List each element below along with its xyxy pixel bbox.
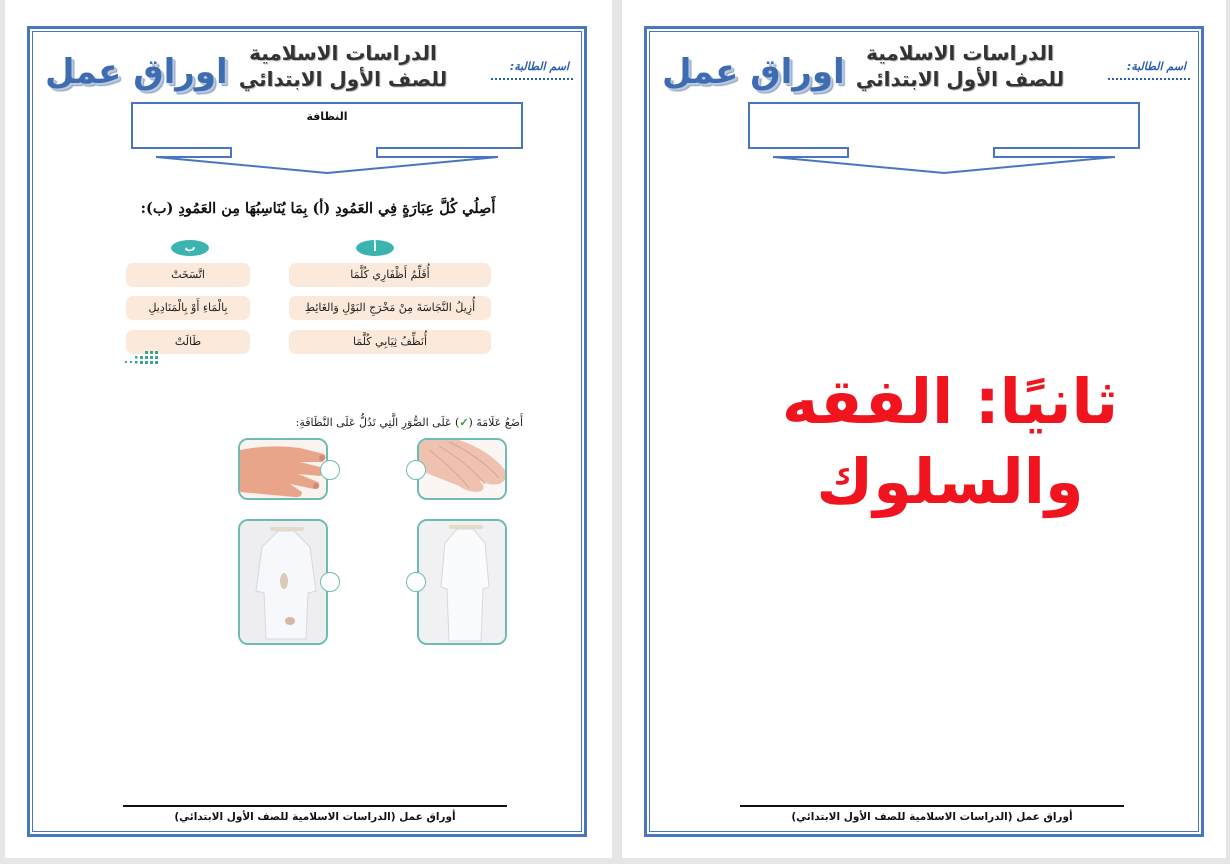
subject-line-1: الدراسات الاسلامية [249, 41, 437, 65]
picture-dirty-nails [238, 438, 328, 500]
student-name-field[interactable] [491, 78, 573, 80]
check-circle[interactable] [320, 460, 340, 480]
column-b-badge: ب [171, 240, 209, 256]
picture-clean-thobe [417, 519, 507, 645]
subject-line-2: للصف الأول الابتدائي [855, 67, 1065, 91]
thobe-image [419, 521, 507, 645]
picture-clean-nails [417, 438, 507, 500]
column-a-badge: أ [356, 240, 394, 256]
check-circle[interactable] [406, 572, 426, 592]
section-title-line-2: والسلوك [816, 445, 1084, 518]
subject-line-2: للصف الأول الابتدائي [238, 67, 448, 91]
check-mark-icon: ✓ [459, 416, 469, 429]
subject-title [193, 40, 493, 92]
check-circle[interactable] [406, 460, 426, 480]
worksheet-page-left [5, 0, 612, 858]
callout-arrow-icon [131, 147, 523, 177]
worksheet-page-right [622, 0, 1226, 858]
subject-title [810, 40, 1110, 92]
picture-stained-thobe [238, 519, 328, 645]
column-b-item[interactable]: طَالَتْ [126, 330, 250, 354]
footer-text: أوراق عمل (الدراسات الاسلامية للصف الأول الابتدائي) [174, 811, 456, 823]
column-a-item[interactable]: أُقَلِّمُ أَظْفَارِي كُلَّمَا [289, 263, 491, 287]
lesson-title-box [748, 102, 1140, 149]
hand-image [240, 440, 328, 500]
section-title-line-1: ثانيًا: الفقه [781, 365, 1119, 438]
ministry-logo-icon [121, 350, 161, 366]
page-border-inner [32, 31, 582, 832]
worksheet-title: اوراق عمل [45, 52, 228, 92]
check-instruction: أَضَعُ عَلَامَةَ (✓) عَلَى الصُّوَرِ الَّتِي تَدُلُّ عَلَى النَّظَافَةِ: [295, 416, 523, 429]
student-name-label: اسم الطالبة: [1126, 60, 1186, 73]
column-a-item[interactable]: أُزِيلُ النَّجَاسَةَ مِنْ مَخْرَجِ البَوْلِ وَالغَائِطِ [289, 296, 491, 320]
footer-text: أوراق عمل (الدراسات الاسلامية للصف الأول الابتدائي) [791, 811, 1073, 823]
check-circle[interactable] [320, 572, 340, 592]
column-b-item[interactable]: بِالْمَاءِ أَوْ بِالْمَنَادِيلِ [126, 296, 250, 320]
footer-divider [740, 805, 1124, 807]
column-b-item[interactable]: اتَّسَخَتْ [126, 263, 250, 287]
worksheet-title: اوراق عمل [662, 52, 845, 92]
footer-divider [123, 805, 507, 807]
student-name-label: اسم الطالبة: [509, 60, 569, 73]
section-title [710, 362, 1190, 522]
column-a-item[interactable]: أُنَظِّفُ ثِيَابِي كُلَّمَا [289, 330, 491, 354]
lesson-title: النظافة [306, 110, 348, 123]
thobe-image [240, 521, 328, 645]
hand-image [419, 440, 507, 500]
match-instruction: أَصِلُي كُلَّ عِبَارَةٍ فِي العَمُودِ (أ) بِمَا يُنَاسِبُهَا مِن العَمُودِ (ب): [140, 200, 496, 217]
page-border-inner [649, 31, 1199, 832]
student-name-field[interactable] [1108, 78, 1190, 80]
subject-line-1: الدراسات الاسلامية [866, 41, 1054, 65]
callout-arrow-icon [748, 147, 1140, 177]
